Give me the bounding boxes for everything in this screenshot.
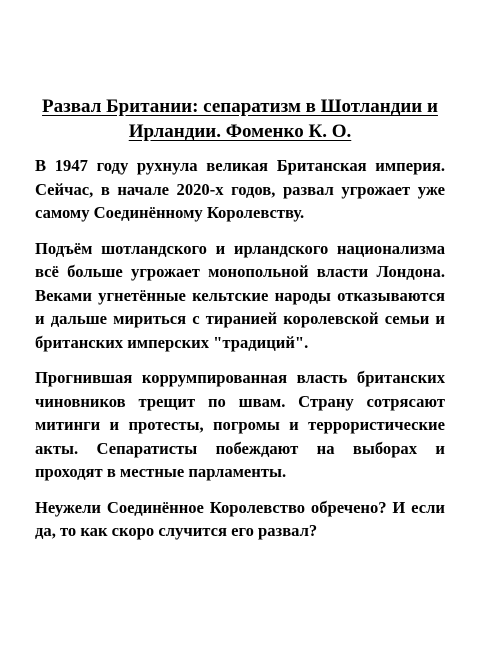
paragraph-4: Неужели Соединённое Королевство обречено? И если да, то как скоро случится его развал? (35, 497, 445, 540)
document-title: Развал Британии: сепаратизм в Шотландии и Ирландии. Фоменко К. О. (42, 96, 438, 142)
paragraph-3: Прогнившая коррумпированная власть британских чиновников трещит по швам. Страну сотрясают митинги и протесты, погромы и террористические акты. Сепаратисты побеждают на выборах и проходят в местные парламенты. (35, 368, 445, 481)
paragraph-1: В 1947 году рухнула великая Британская империя. Сейчас, в начале 2020-х годов, развал угрожает уже самому Соединённому Королевству. (35, 156, 445, 222)
document-page (35, 94, 445, 555)
paragraph-2: Подъём шотландского и ирландского национализма всё больше угрожает монопольной власти Лондона. Веками угнетённые кельтские народы отказываются и дальше мириться с тиранией королевской семьи и британских имперских "традиций". (35, 238, 445, 352)
